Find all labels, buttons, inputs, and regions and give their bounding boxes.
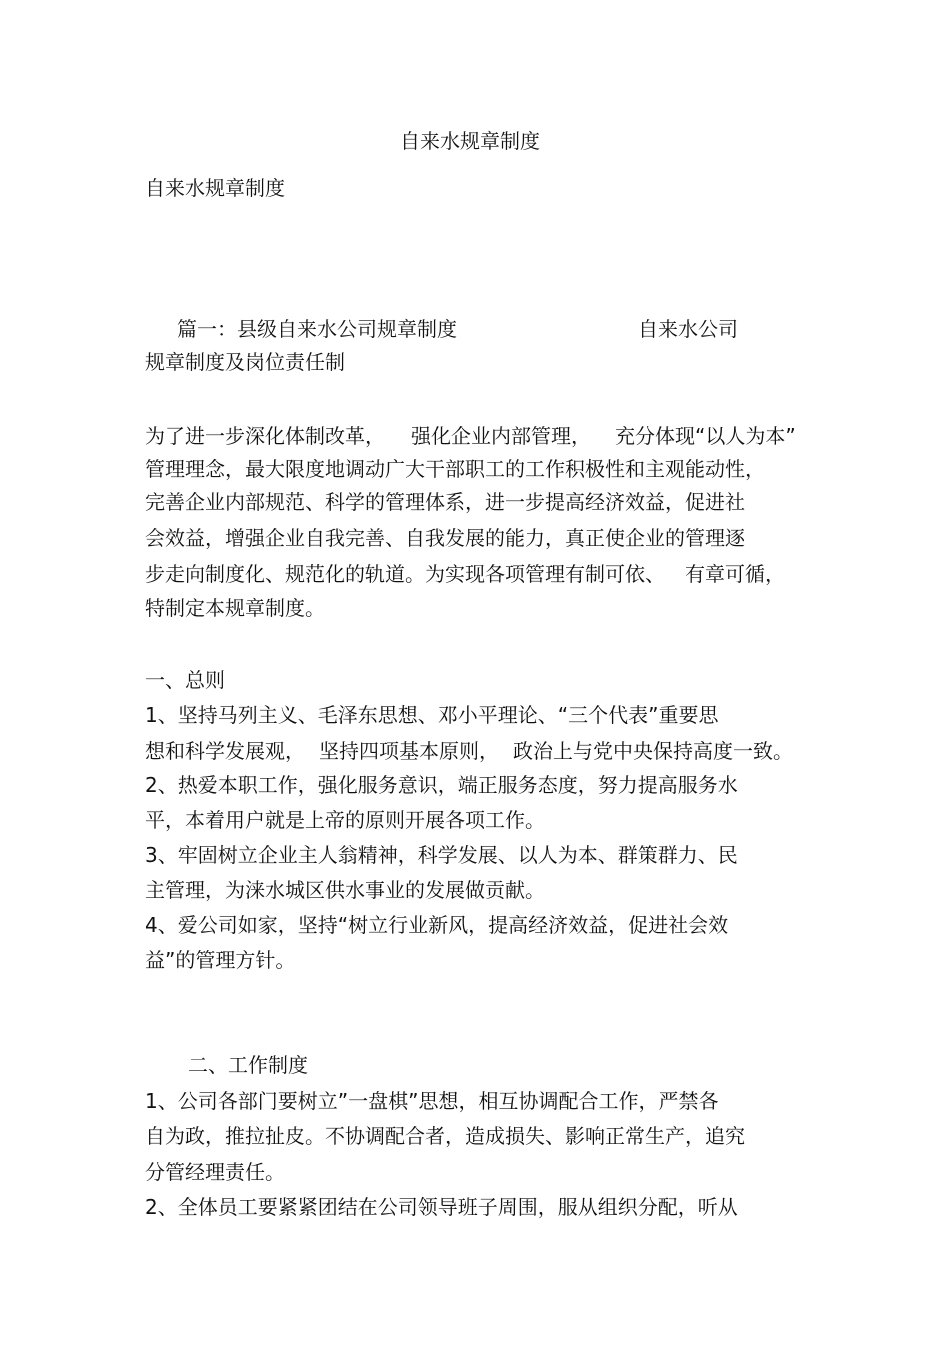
general-line-8: 益”的管理方针。 — [145, 948, 296, 972]
intro-line-6: 特制定本规章制度。 — [145, 596, 325, 620]
work-line-2: 自为政，推拉扯皮。不协调配合者，造成损失、影响正常生产，追究 — [145, 1124, 745, 1148]
work-line-3: 分管经理责任。 — [145, 1160, 285, 1184]
intro-line-3: 完善企业内部规范、科学的管理体系，进一步提高经济效益，促进社 — [145, 490, 745, 514]
section-heading-part2: 自来水公司 — [638, 317, 738, 341]
intro-line-2: 管理理念，最大限度地调动广大干部职工的工作积极性和主观能动性， — [145, 457, 765, 481]
general-line-2-b: 坚持四项基本原则， — [319, 739, 499, 763]
section-heading-part1: 篇一：县级自来水公司规章制度 — [177, 317, 457, 341]
general-line-4: 平，本着用户就是上帝的原则开展各项工作。 — [145, 808, 545, 832]
general-line-1: 1、坚持马列主义、毛泽东思想、邓小平理论、“三个代表”重要思 — [145, 703, 719, 727]
intro-line-1-b: 强化企业内部管理， — [411, 424, 591, 448]
document-subtitle: 自来水规章制度 — [145, 176, 285, 200]
general-heading: 一、总则 — [145, 668, 225, 692]
work-line-4: 2、全体员工要紧紧团结在公司领导班子周围，服从组织分配，听从 — [145, 1195, 738, 1219]
section-heading-line2: 规章制度及岗位责任制 — [145, 350, 345, 374]
intro-line-4: 会效益，增强企业自我完善、自我发展的能力，真正使企业的管理逐 — [145, 526, 745, 550]
intro-line-5-a: 步走向制度化、规范化的轨道。为实现各项管理有制可依、 — [145, 562, 665, 586]
document-title: 自来水规章制度 — [400, 129, 540, 153]
general-line-3: 2、热爱本职工作，强化服务意识，端正服务态度，努力提高服务水 — [145, 773, 738, 797]
general-line-2-c: 政治上与党中央保持高度一致。 — [513, 739, 793, 763]
intro-line-5 — [145, 562, 785, 586]
general-line-2 — [145, 739, 793, 763]
intro-line-1-c: 充分体现“以人为本” — [615, 424, 796, 448]
general-line-2-a: 想和科学发展观， — [145, 739, 305, 763]
work-line-1: 1、公司各部门要树立”一盘棋”思想，相互协调配合工作，严禁各 — [145, 1089, 719, 1113]
intro-line-5-b: 有章可循， — [685, 562, 785, 586]
work-heading: 二、工作制度 — [188, 1053, 308, 1077]
general-line-5: 3、牢固树立企业主人翁精神，科学发展、以人为本、群策群力、民 — [145, 843, 738, 867]
general-line-6: 主管理，为涞水城区供水事业的发展做贡献。 — [145, 878, 545, 902]
intro-line-1-a: 为了进一步深化体制改革， — [145, 424, 385, 448]
general-line-7: 4、爱公司如家，坚持“树立行业新风，提高经济效益，促进社会效 — [145, 913, 729, 937]
intro-line-1 — [145, 424, 796, 448]
